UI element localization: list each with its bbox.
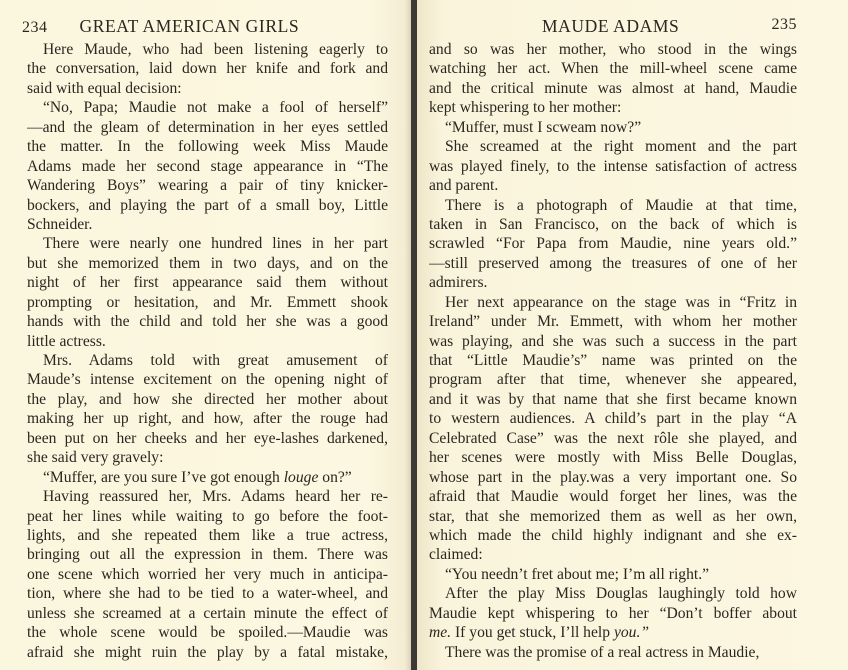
text-line: After the play Miss Douglas laughingly told how bbox=[445, 585, 797, 603]
text-line: tion, where she had to be tied to a water-wheel, and bbox=[27, 585, 388, 603]
text-line: Maudie kept whispering to her “Don’t boffer about bbox=[429, 604, 797, 622]
text-line: Here Maude, who had been listening eagerly to bbox=[43, 41, 388, 58]
text-line: which made the child highly indignant and she ex- bbox=[429, 526, 797, 544]
text-line: that “Little Maudie’s” name was printed on the bbox=[429, 352, 797, 369]
text-line: scrawled “For Papa from Maudie, nine years old.” bbox=[429, 235, 797, 253]
text-line: Maude’s intense excitement on the opening night of bbox=[27, 371, 388, 389]
text-line: Ireland” under Mr. Emmett, with whom her mother bbox=[429, 313, 797, 331]
text-line bbox=[429, 623, 797, 642]
text-line: program after that time, whenever she appeared, bbox=[429, 371, 797, 389]
text-line: and so was her mother, who stood in the wings bbox=[429, 41, 797, 58]
text-line: Adams made her second stage appearance in “The bbox=[27, 157, 388, 175]
text-line: Celebrated Case” was the next rôle she played, and bbox=[429, 429, 797, 447]
text-line: and parent. bbox=[429, 177, 499, 195]
text-line: but she memorized them in two days, and on the bbox=[27, 254, 388, 272]
text-line: Mrs. Adams told with great amusement of bbox=[43, 352, 388, 369]
text-line: hands with the child and told her she was a good bbox=[27, 313, 388, 331]
text-line: “You needn’t fret about me; I’m all right.” bbox=[445, 565, 710, 583]
running-head-title-right: MAUDE ADAMS bbox=[542, 16, 680, 36]
text-line: There was the promise of a real actress in Maudie, bbox=[445, 643, 760, 661]
text-line: Her next appearance on the stage was in “Fritz in bbox=[445, 293, 797, 311]
text-line: peat her lines while waiting to go before the foot- bbox=[27, 507, 388, 525]
text-line: afraid she might ruin the play by a fatal mistake, bbox=[27, 643, 388, 661]
text-span: on?” bbox=[318, 468, 352, 486]
text-line: kept whispering to her mother: bbox=[429, 99, 622, 117]
text-line: bringing out all the expression in them. There was bbox=[27, 546, 388, 564]
text-line: Schneider. bbox=[27, 215, 93, 233]
text-line: the matter. In the following week Miss Maude bbox=[27, 138, 388, 156]
text-line: “Muffer, must I scweam now?” bbox=[445, 118, 642, 136]
text-line: —still preserved among the treasures of one of her bbox=[429, 254, 797, 272]
text-line: was playing, and she was such a success in the part bbox=[429, 332, 797, 350]
page-number-right: 235 bbox=[771, 16, 797, 33]
text-line: taken in San Francisco, on the back of which is bbox=[429, 215, 797, 233]
text-span: If you get stuck, I’ll help bbox=[451, 624, 614, 642]
text-line: was played finely, to the intense satisfaction of actress bbox=[429, 157, 797, 175]
text-line: watching her act. When the mill-wheel scene came bbox=[429, 60, 797, 78]
text-line: one scene which worried her very much in anticipa- bbox=[27, 565, 388, 583]
right-running-head bbox=[542, 16, 797, 37]
text-line: Wandering Boys” wearing a pair of tiny knicker- bbox=[27, 177, 388, 195]
text-line: prompting or hesitation, and Mr. Emmett shook bbox=[27, 293, 388, 311]
italic-text: me. bbox=[429, 624, 452, 642]
text-line: unless she screamed at a certain minute the effect of bbox=[27, 604, 388, 622]
right-body-text bbox=[429, 40, 797, 662]
text-line: There were nearly one hundred lines in her part bbox=[43, 235, 388, 253]
text-line: She screamed at the right moment and the part bbox=[445, 138, 797, 156]
text-line: bockers, and playing the part of a small boy, Little bbox=[27, 196, 388, 214]
running-head-title-left: GREAT AMERICAN GIRLS bbox=[79, 16, 300, 36]
text-line: afraid that Maudie would forget her lines, was the bbox=[429, 488, 797, 506]
text-line: claimed: bbox=[429, 546, 483, 564]
text-line: admirers. bbox=[429, 274, 488, 292]
right-page bbox=[417, 0, 848, 670]
text-line: to western audiences. A child’s part in the play “A bbox=[429, 410, 797, 428]
text-line: she said very gravely: bbox=[27, 449, 164, 467]
text-span: “Muffer, are you sure I’ve got enough bbox=[43, 468, 284, 486]
text-line: lights, and she repeated them like a true actress, bbox=[27, 526, 388, 544]
text-line: “No, Papa; Maudie not make a fool of herself” bbox=[43, 99, 388, 117]
text-line: There is a photograph of Maudie at that time, bbox=[445, 196, 797, 214]
text-line: said with equal decision: bbox=[27, 79, 182, 97]
left-running-head bbox=[22, 16, 299, 37]
text-line: night of her first appearance said them without bbox=[27, 274, 388, 292]
text-line: the whole scene would be spoiled.—Maudie was bbox=[27, 624, 388, 642]
left-page bbox=[0, 0, 411, 670]
text-line: and the critical minute was almost at hand, Maudie bbox=[429, 79, 797, 97]
text-line: star, that she memorized them as well as her own, bbox=[429, 507, 797, 525]
left-body-text bbox=[27, 40, 388, 662]
text-line: whose part in the play.was a very important one. So bbox=[429, 468, 797, 486]
text-line: and it was by that name that she first became known bbox=[429, 390, 797, 408]
text-line: little actress. bbox=[27, 332, 106, 350]
text-line: the play, and how she directed her mother about bbox=[27, 390, 388, 408]
italic-text: louge bbox=[283, 468, 319, 486]
text-line bbox=[27, 468, 388, 487]
text-line: the conversation, laid down her knife and fork and bbox=[27, 60, 388, 78]
text-line: —and the gleam of determination in her eyes settled bbox=[27, 118, 388, 136]
page-number-left: 234 bbox=[22, 19, 48, 36]
text-line: been put on her cheeks and her eye-lashes darkened, bbox=[27, 429, 388, 447]
text-line: her scenes were mostly with Miss Belle Douglas, bbox=[429, 449, 797, 467]
italic-text: you.” bbox=[613, 624, 650, 642]
text-line: making her up right, and how, after the rouge had bbox=[27, 410, 388, 428]
text-line: Having reassured her, Mrs. Adams heard her re- bbox=[43, 488, 388, 506]
